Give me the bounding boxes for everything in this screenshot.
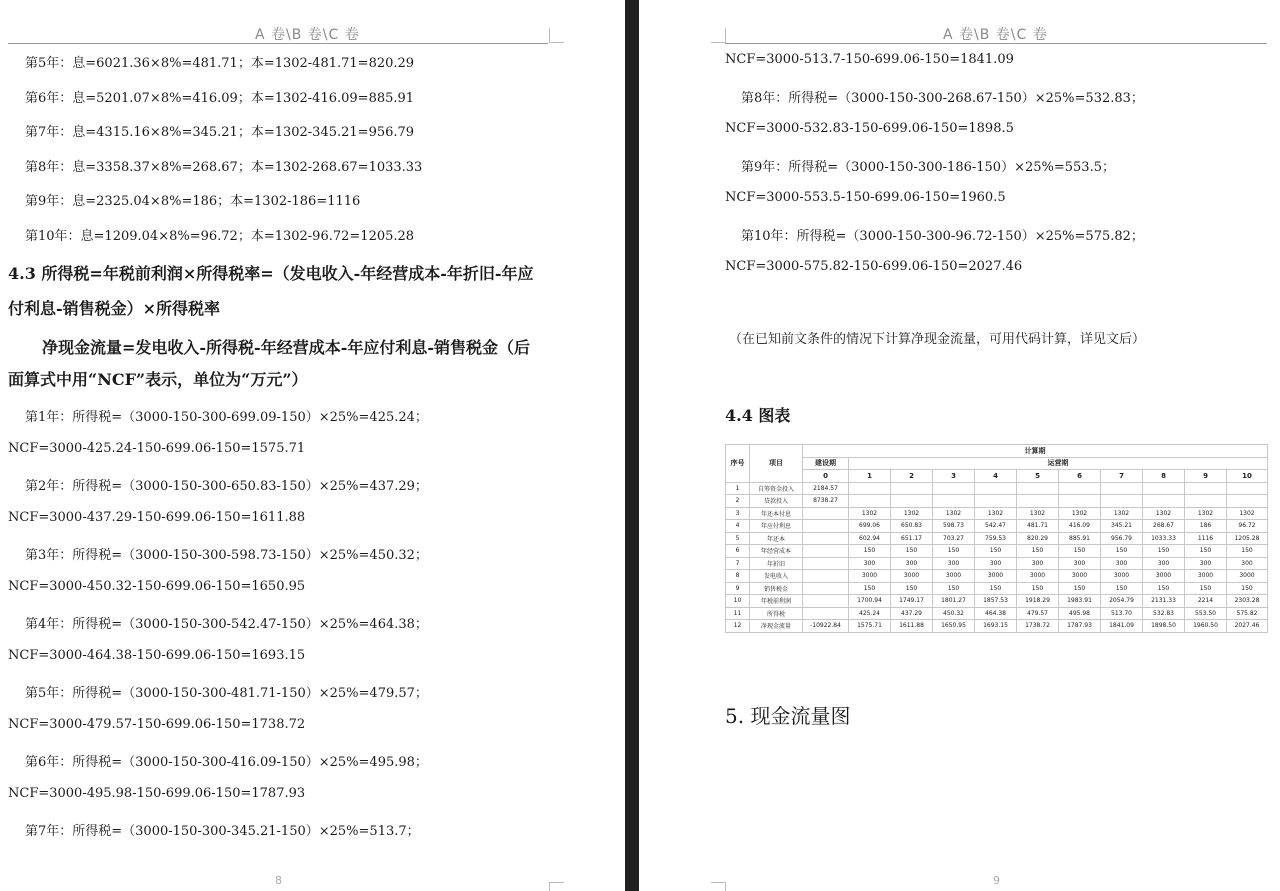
table-cell: 150 (1143, 582, 1185, 595)
year-header: 4 (975, 470, 1017, 483)
table-cell: 1302 (1101, 507, 1143, 520)
loan-line: 第9年：息=2325.04×8%=186；本=1302-186=1116 (25, 194, 361, 209)
margin-corner-mark (711, 28, 726, 43)
table-cell: 300 (1227, 557, 1268, 570)
table-cell: 3000 (1143, 570, 1185, 583)
table-cell: 1983.91 (1059, 595, 1101, 608)
table-cell: 450.32 (933, 607, 975, 620)
table-cell: 3000 (1185, 570, 1227, 583)
year-header: 5 (1017, 470, 1059, 483)
row-number: 2 (726, 495, 750, 508)
table-cell: 150 (1059, 545, 1101, 558)
table-cell: 8738.27 (803, 495, 849, 508)
table-cell: 1841.09 (1101, 620, 1143, 633)
page-header: A 卷\B 卷\C 卷 (255, 27, 360, 43)
header-item: 项目 (750, 445, 803, 483)
table-cell: 3000 (1227, 570, 1268, 583)
table-cell: 3000 (849, 570, 891, 583)
table-cell: 150 (1017, 582, 1059, 595)
table-row (726, 545, 1268, 558)
table-cell: 1302 (891, 507, 933, 520)
table-cell (803, 607, 849, 620)
margin-corner-mark (711, 882, 726, 891)
table-cell: 150 (1101, 545, 1143, 558)
table-cell: 300 (849, 557, 891, 570)
table-cell: 885.91 (1059, 532, 1101, 545)
header-rule (8, 43, 548, 44)
ncf-calc-line: NCF=3000-495.98-150-699.06-150=1787.93 (8, 786, 306, 801)
table-cell: 759.53 (975, 532, 1017, 545)
table-cell: 150 (1227, 582, 1268, 595)
table-cell: 1302 (1143, 507, 1185, 520)
table-cell: 495.98 (1059, 607, 1101, 620)
table-cell: 300 (891, 557, 933, 570)
page-gap (625, 0, 639, 891)
header-rule (725, 43, 1267, 44)
table-cell (803, 520, 849, 533)
tax-calc-line: 第7年：所得税=（3000-150-300-345.21-150）×25%=513.7； (25, 824, 420, 839)
table-cell (803, 595, 849, 608)
ncf-definition: 净现金流量=发电收入-所得税-年经营成本-年应付利息-销售税金（后 (42, 338, 530, 357)
table-cell: 300 (933, 557, 975, 570)
tax-calc-line: 第1年：所得税=（3000-150-300-699.09-150）×25%=425.24； (25, 410, 428, 425)
table-cell (803, 557, 849, 570)
table-row (726, 570, 1268, 583)
page-number: 8 (275, 874, 282, 887)
table-cell (1017, 482, 1059, 495)
table-cell (933, 495, 975, 508)
table-cell: 150 (975, 582, 1017, 595)
table-cell: 150 (1101, 582, 1143, 595)
table-cell: 345.21 (1101, 520, 1143, 533)
table-cell: 150 (1059, 582, 1101, 595)
table-cell: 3000 (1101, 570, 1143, 583)
loan-line: 第6年：息=5201.07×8%=416.09；本=1302-416.09=885.91 (25, 91, 415, 106)
loan-line: 第7年：息=4315.16×8%=345.21；本=1302-345.21=956.79 (25, 125, 415, 140)
table-cell: 1749.17 (891, 595, 933, 608)
table-cell: 1611.88 (891, 620, 933, 633)
table-cell (891, 482, 933, 495)
table-cell: 3000 (1059, 570, 1101, 583)
table-cell: 956.79 (1101, 532, 1143, 545)
year-header: 3 (933, 470, 975, 483)
table-row (726, 532, 1268, 545)
table-cell: 2214 (1185, 595, 1227, 608)
section-heading-4-4: 4.4 图表 (725, 406, 791, 425)
table-cell (1227, 495, 1268, 508)
table-row (726, 620, 1268, 633)
table-cell (975, 482, 1017, 495)
table-row (726, 582, 1268, 595)
table-cell: 300 (975, 557, 1017, 570)
header-period: 计算期 (803, 445, 1268, 458)
header-operation: 运营期 (849, 457, 1268, 470)
row-number: 3 (726, 507, 750, 520)
table-cell (1059, 495, 1101, 508)
table-cell: 150 (933, 582, 975, 595)
table-cell: 1302 (1059, 507, 1101, 520)
row-number: 5 (726, 532, 750, 545)
ncf-calc-line: NCF=3000-425.24-150-699.06-150=1575.71 (8, 441, 306, 456)
ncf-calc-line: NCF=3000-575.82-150-699.06-150=2027.46 (725, 259, 1023, 274)
row-label: 年应付利息 (750, 520, 803, 533)
table-cell: 1693.15 (975, 620, 1017, 633)
page-9 (639, 0, 1280, 891)
row-label: 发电收入 (750, 570, 803, 583)
row-number: 9 (726, 582, 750, 595)
table-cell: 2303.28 (1227, 595, 1268, 608)
table-cell: 2054.79 (1101, 595, 1143, 608)
table-cell: 3000 (933, 570, 975, 583)
row-label: 年还本付息 (750, 507, 803, 520)
table-cell: 416.09 (1059, 520, 1101, 533)
table-cell (1185, 482, 1227, 495)
year-header: 9 (1185, 470, 1227, 483)
table-cell: 1302 (1017, 507, 1059, 520)
table-cell: 150 (849, 545, 891, 558)
table-cell: 425.24 (849, 607, 891, 620)
table-cell: 1650.95 (933, 620, 975, 633)
table-cell: 150 (1143, 545, 1185, 558)
table-row (726, 557, 1268, 570)
ncf-calc-line: NCF=3000-437.29-150-699.06-150=1611.88 (8, 510, 306, 525)
table-cell: 703.27 (933, 532, 975, 545)
row-label: 净现金流量 (750, 620, 803, 633)
tax-calc-line: 第8年：所得税=（3000-150-300-268.67-150）×25%=532.83； (741, 91, 1144, 106)
table-cell: 300 (1143, 557, 1185, 570)
table-cell (1143, 482, 1185, 495)
table-cell (849, 495, 891, 508)
row-number: 12 (726, 620, 750, 633)
table-cell (803, 570, 849, 583)
row-label: 年折旧 (750, 557, 803, 570)
table-cell: 150 (891, 582, 933, 595)
table-cell: 300 (1059, 557, 1101, 570)
loan-line: 第8年：息=3358.37×8%=268.67；本=1302-268.67=1033.33 (25, 160, 423, 175)
year-header: 7 (1101, 470, 1143, 483)
table-cell: 598.73 (933, 520, 975, 533)
header-build: 建设期 (803, 457, 849, 470)
table-cell: 553.50 (1185, 607, 1227, 620)
table-cell: 1302 (975, 507, 1017, 520)
ncf-calc-line: NCF=3000-553.5-150-699.06-150=1960.5 (725, 190, 1006, 205)
year-header: 2 (891, 470, 933, 483)
margin-corner-mark (549, 28, 564, 43)
table-cell: 2027.46 (1227, 620, 1268, 633)
table-cell (803, 545, 849, 558)
table-cell: 513.70 (1101, 607, 1143, 620)
ncf-calc-line: NCF=3000-450.32-150-699.06-150=1650.95 (8, 579, 306, 594)
table-cell: 650.83 (891, 520, 933, 533)
margin-corner-mark (549, 882, 564, 891)
table-cell (891, 495, 933, 508)
table-cell: 1116 (1185, 532, 1227, 545)
page-8 (0, 0, 625, 891)
tax-calc-line: 第6年：所得税=（3000-150-300-416.09-150）×25%=495.98； (25, 755, 428, 770)
tax-calc-line: 第2年：所得税=（3000-150-300-650.83-150）×25%=437.29； (25, 479, 428, 494)
table-cell (975, 495, 1017, 508)
ncf-calc-line: NCF=3000-532.83-150-699.06-150=1898.5 (725, 121, 1014, 136)
header-seq: 序号 (726, 445, 750, 483)
row-label: 所得税 (750, 607, 803, 620)
tax-calc-line: 第10年：所得税=（3000-150-300-96.72-150）×25%=575.82； (741, 229, 1144, 244)
row-number: 1 (726, 482, 750, 495)
table-row (726, 607, 1268, 620)
page-number: 9 (993, 874, 1000, 887)
table-cell: 1960.50 (1185, 620, 1227, 633)
table-cell: 1738.72 (1017, 620, 1059, 633)
note-text: （在已知前文条件的情况下计算净现金流量，可用代码计算，详见文后） (729, 332, 1146, 347)
year-header: 0 (803, 470, 849, 483)
table-cell: 150 (849, 582, 891, 595)
table-cell (803, 532, 849, 545)
table-cell: 1302 (1227, 507, 1268, 520)
table-cell: 96.72 (1227, 520, 1268, 533)
table-row (726, 520, 1268, 533)
table-cell: 3000 (1017, 570, 1059, 583)
table-cell: 437.29 (891, 607, 933, 620)
table-cell (1143, 495, 1185, 508)
ncf-calc-line: NCF=3000-479.57-150-699.06-150=1738.72 (8, 717, 306, 732)
year-header: 6 (1059, 470, 1101, 483)
table-cell: 150 (975, 545, 1017, 558)
cash-flow-table (725, 444, 1268, 633)
table-cell: 1575.71 (849, 620, 891, 633)
table-cell (1101, 482, 1143, 495)
table-cell: 602.94 (849, 532, 891, 545)
section-heading-4-3-cont: 付利息-销售税金）×所得税率 (8, 299, 221, 318)
table-cell: 2131.33 (1143, 595, 1185, 608)
row-number: 8 (726, 570, 750, 583)
table-cell: 820.29 (1017, 532, 1059, 545)
year-header: 8 (1143, 470, 1185, 483)
table-row (726, 495, 1268, 508)
table-cell: 186 (1185, 520, 1227, 533)
table-body (726, 482, 1268, 632)
ncf-definition-cont: 面算式中用“NCF”表示，单位为“万元”） (8, 370, 308, 389)
table-cell: 1801.27 (933, 595, 975, 608)
table-cell: 150 (1017, 545, 1059, 558)
loan-line: 第5年：息=6021.36×8%=481.71；本=1302-481.71=820.29 (25, 56, 415, 71)
row-label: 销售税金 (750, 582, 803, 595)
table-cell (1227, 482, 1268, 495)
table-row (726, 595, 1268, 608)
row-label: 年经营成本 (750, 545, 803, 558)
table-cell: 150 (933, 545, 975, 558)
table-cell: 300 (1185, 557, 1227, 570)
section-heading-4-3: 4.3 所得税=年税前利润×所得税率=（发电收入-年经营成本-年折旧-年应 (8, 264, 534, 283)
table-cell: 2184.57 (803, 482, 849, 495)
table-cell: 300 (1101, 557, 1143, 570)
table-cell (849, 482, 891, 495)
table-cell: 3000 (975, 570, 1017, 583)
table-cell: 150 (1185, 582, 1227, 595)
table-cell (1185, 495, 1227, 508)
row-number: 4 (726, 520, 750, 533)
tax-calc-line: 第4年：所得税=（3000-150-300-542.47-150）×25%=464.38； (25, 617, 428, 632)
row-label: 年还本 (750, 532, 803, 545)
loan-line: 第10年：息=1209.04×8%=96.72；本=1302-96.72=1205.28 (25, 229, 415, 244)
table-cell: 1302 (849, 507, 891, 520)
table-cell: 268.67 (1143, 520, 1185, 533)
table-cell (1017, 495, 1059, 508)
table-cell (933, 482, 975, 495)
table-cell: 575.82 (1227, 607, 1268, 620)
table-cell: 464.38 (975, 607, 1017, 620)
table-cell: 481.71 (1017, 520, 1059, 533)
year-row (726, 470, 1268, 483)
table-cell (803, 582, 849, 595)
section-heading-5: 5. 现金流量图 (725, 704, 851, 728)
page-header: A 卷\B 卷\C 卷 (943, 27, 1048, 43)
tax-calc-line: 第3年：所得税=（3000-150-300-598.73-150）×25%=450.32； (25, 548, 428, 563)
table-cell (1059, 482, 1101, 495)
table-cell: 1857.53 (975, 595, 1017, 608)
table-row (726, 507, 1268, 520)
row-number: 11 (726, 607, 750, 620)
row-label: 贷款投入 (750, 495, 803, 508)
table-cell: 1033.33 (1143, 532, 1185, 545)
table-cell: 1700.94 (849, 595, 891, 608)
table-cell: 479.57 (1017, 607, 1059, 620)
table-cell: 532.83 (1143, 607, 1185, 620)
year-header: 1 (849, 470, 891, 483)
table-cell: 1787.93 (1059, 620, 1101, 633)
table-cell (803, 507, 849, 520)
row-number: 6 (726, 545, 750, 558)
table-cell: 150 (1185, 545, 1227, 558)
row-label: 自筹资金投入 (750, 482, 803, 495)
row-number: 7 (726, 557, 750, 570)
ncf-calc-line: NCF=3000-464.38-150-699.06-150=1693.15 (8, 648, 306, 663)
table-cell: 150 (891, 545, 933, 558)
table-cell: 1918.29 (1017, 595, 1059, 608)
table-cell: 542.47 (975, 520, 1017, 533)
table-cell (1101, 495, 1143, 508)
ncf-calc-line: NCF=3000-513.7-150-699.06-150=1841.09 (725, 52, 1014, 67)
table-cell: 651.17 (891, 532, 933, 545)
table-cell: 1302 (1185, 507, 1227, 520)
table-row (726, 482, 1268, 495)
table-cell: 1302 (933, 507, 975, 520)
table-cell: 699.06 (849, 520, 891, 533)
table-cell: 1205.28 (1227, 532, 1268, 545)
table-cell: -10922.84 (803, 620, 849, 633)
table-cell: 300 (1017, 557, 1059, 570)
tax-calc-line: 第5年：所得税=（3000-150-300-481.71-150）×25%=479.57； (25, 686, 428, 701)
row-label: 年税前利润 (750, 595, 803, 608)
tax-calc-line: 第9年：所得税=（3000-150-300-186-150）×25%=553.5； (741, 160, 1115, 175)
table-cell: 1898.50 (1143, 620, 1185, 633)
table-cell: 3000 (891, 570, 933, 583)
year-header: 10 (1227, 470, 1268, 483)
row-number: 10 (726, 595, 750, 608)
table-cell: 150 (1227, 545, 1268, 558)
